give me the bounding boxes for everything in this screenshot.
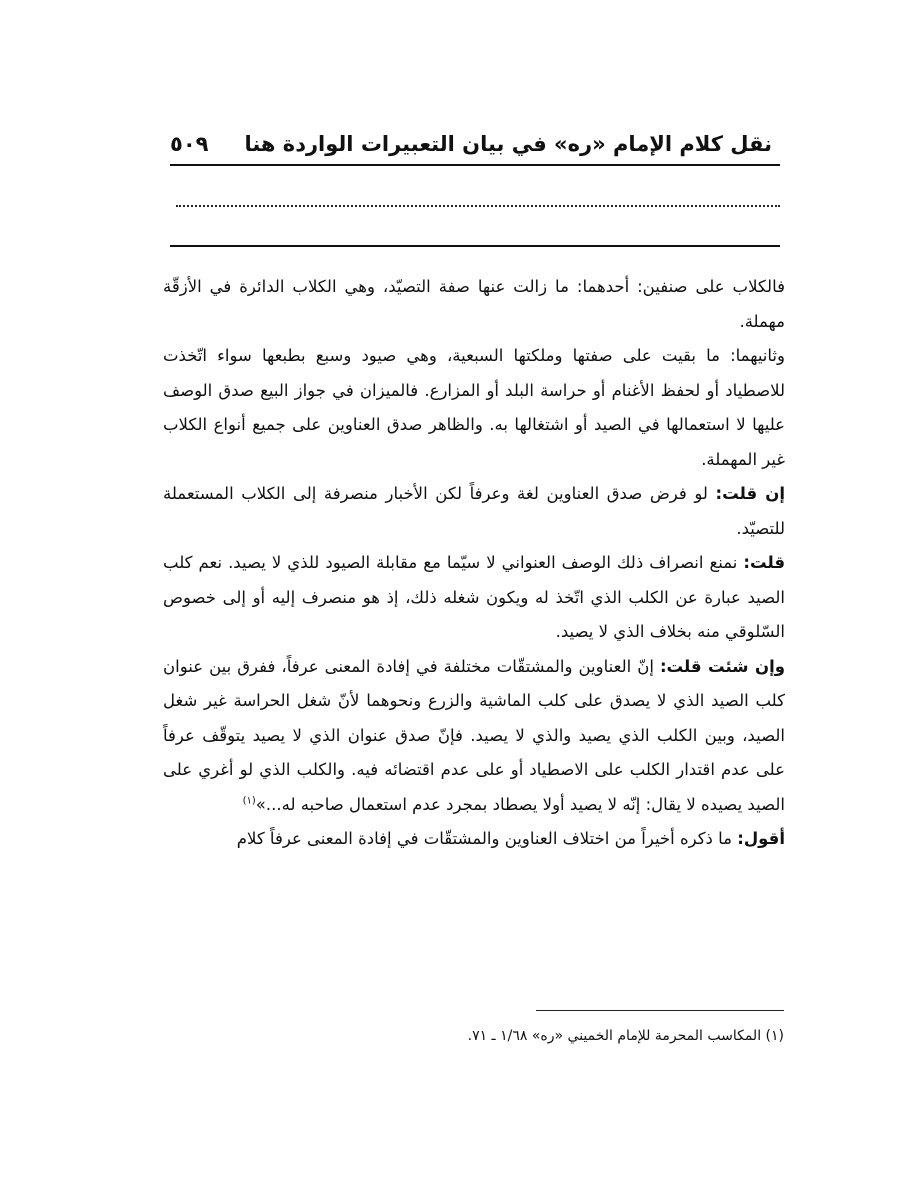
paragraph-3-lead: إن قلت: <box>715 484 785 503</box>
paragraph-6-lead: أقول: <box>737 829 785 848</box>
footnote-reference[interactable]: (١) <box>242 795 256 806</box>
paragraph-5 <box>163 650 785 823</box>
paragraph-2 <box>163 339 785 477</box>
paragraph-4-lead: قلت: <box>743 553 785 572</box>
paragraph-1-text: فالكلاب على صنفين: أحدهما: ما زالت عنها صفة التصيّد، وهي الكلاب الدائرة في الأزقّة مهملة. <box>163 277 785 331</box>
paragraph-3 <box>163 477 785 546</box>
running-title: نقل كلام الإمام «ره» في بيان التعبيرات الواردة هنا <box>244 132 772 156</box>
paragraph-5-text: إنّ العناوين والمشتقّات مختلفة في إفادة المعنى عرفاً، ففرق بين عنوان كلب الصيد الذي لا يصدق على كلب الماشية والزرع ونحوهما لأنّ شغل الحراسة غير شغل الصيد، وبين الكلب الذي يصيد والذي لا يصيد. فإنّ صدق عنوان الذي لا يصيد يتوقّف عرفاً على عدم اقتدار الكلب على الاصطياد أو على عدم اقتضائه فيه. والكلب الذي لو أغري على الصيد يصيده لا يقال: إنّه لا يصيد أولا يصطاد بمجرد عدم استعمال صاحبه له...» <box>163 656 785 814</box>
paragraph-6 <box>163 822 785 857</box>
body-text <box>163 270 785 857</box>
paragraph-5-lead: وإن شئت قلت: <box>659 656 785 676</box>
section-rule <box>170 245 780 247</box>
footnote: (١) المكاسب المحرمة للإمام الخميني «ره» ١/٦٨ ـ ٧١. <box>467 1028 784 1044</box>
page-number: ٥٠٩ <box>170 132 209 156</box>
paragraph-3-text: لو فرض صدق العناوين لغة وعرفاً لكن الأخبار منصرفة إلى الكلاب المستعملة للتصيّد. <box>163 484 785 538</box>
paragraph-6-text: ما ذكره أخيراً من اختلاف العناوين والمشتقّات في إفادة المعنى عرفاً كلام <box>236 829 733 848</box>
dotted-separator <box>176 205 780 207</box>
footnote-rule <box>536 1010 784 1011</box>
paragraph-4-text: نمنع انصراف ذلك الوصف العنواني لا سيّما مع مقابلة الصيود للذي لا يصيد. نعم كلب الصيد عبارة عن الكلب الذي اتّخذ له ويكون شغله ذلك، إذ هو منصرف إليه أو إلى خصوص السّلوقي منه بخلاف الذي لا يصيد. <box>163 553 785 641</box>
paragraph-1 <box>163 270 785 339</box>
header-rule <box>170 164 780 166</box>
paragraph-4 <box>163 546 785 650</box>
paragraph-2-text: وثانيهما: ما بقيت على صفتها وملكتها السبعية، وهي صيود وسبع بطبعها سواء اتّخذت للاصطياد أو لحفظ الأغنام أو حراسة البلد أو المزارع. فالميزان في جواز البيع صدق الوصف عليها لا استعمالها في الصيد أو اشتغالها به. والظاهر صدق العناوين على جميع أنواع الكلاب غير المهملة. <box>163 346 785 469</box>
